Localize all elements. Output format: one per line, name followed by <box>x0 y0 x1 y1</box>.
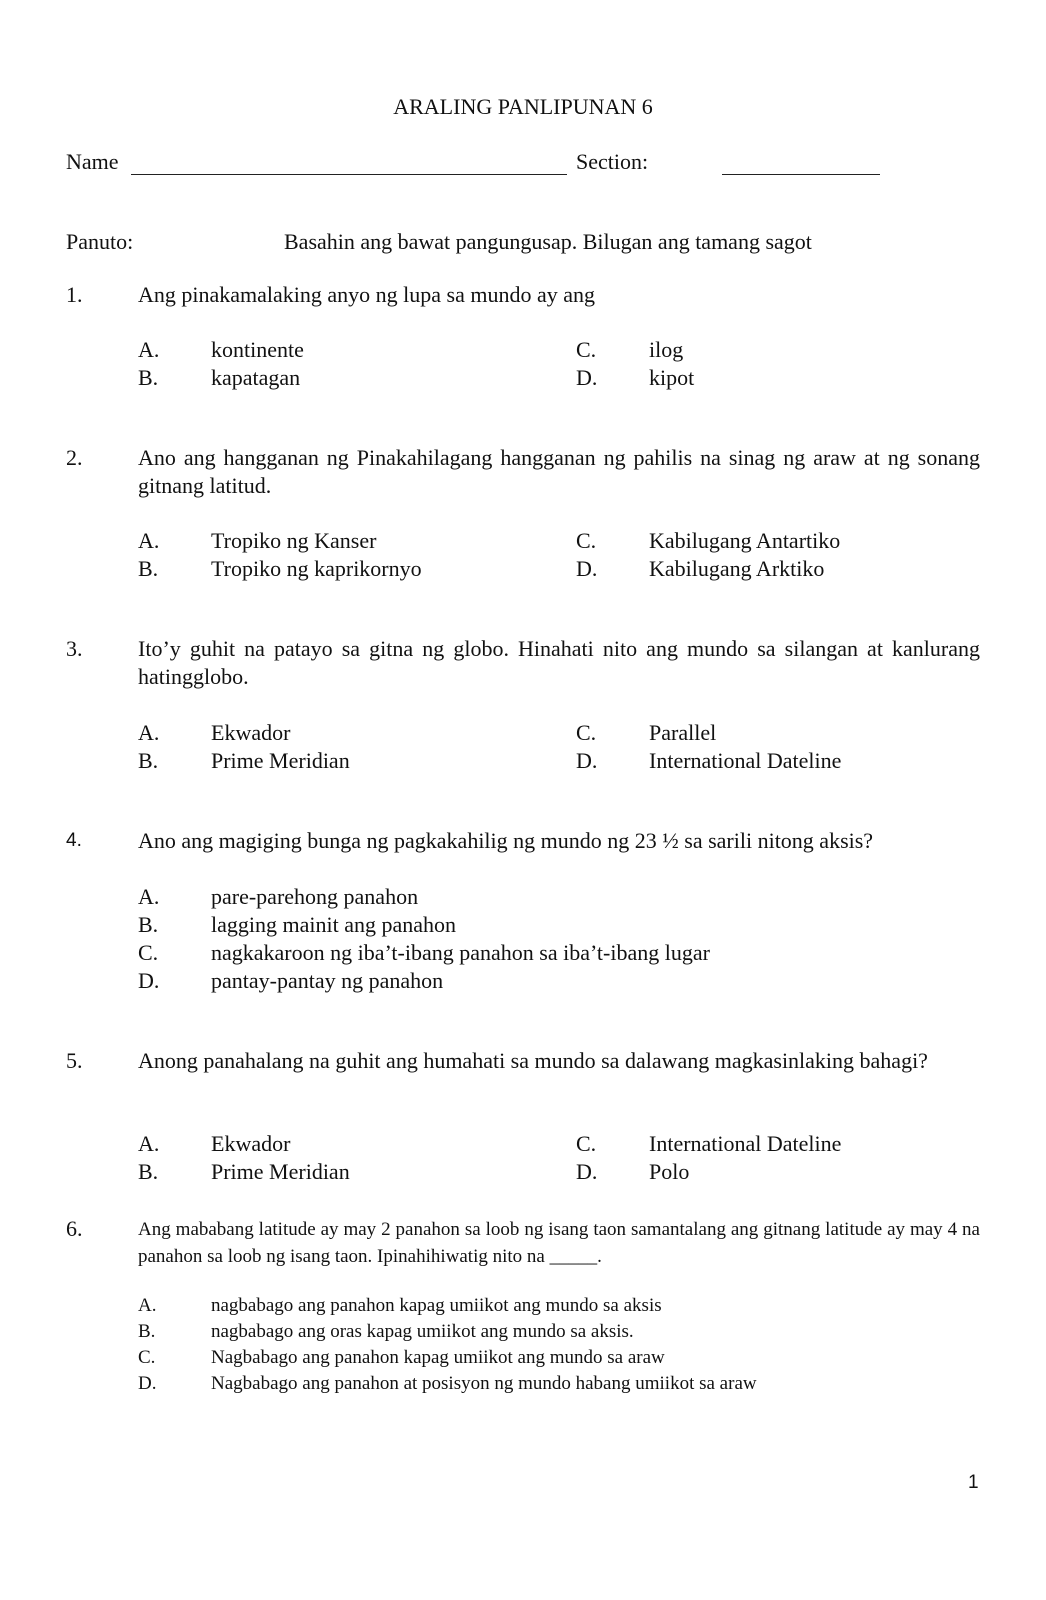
option-letter[interactable]: B. <box>138 1159 159 1184</box>
question-number: 2. <box>66 445 83 470</box>
question-number: 3. <box>66 636 83 661</box>
option-text[interactable]: Prime Meridian <box>211 748 350 773</box>
option-text[interactable]: nagkakaroon ng iba’t-ibang panahon sa iba’t-ibang lugar <box>211 940 710 965</box>
option-text[interactable]: nagbabago ang oras kapag umiikot ang mundo sa aksis. <box>211 1321 634 1342</box>
option-letter[interactable]: D. <box>576 1159 598 1184</box>
option-letter[interactable]: A. <box>138 884 160 909</box>
option-text[interactable]: Ekwador <box>211 1131 291 1156</box>
option-letter[interactable]: C. <box>138 1347 156 1368</box>
page-title: ARALING PANLIPUNAN 6 <box>393 94 653 119</box>
instructions-text: Basahin ang bawat pangungusap. Bilugan ang tamang sagot <box>284 229 812 254</box>
option-letter[interactable]: D. <box>576 556 598 581</box>
section-label: Section: <box>576 149 649 174</box>
section-field[interactable] <box>722 174 880 175</box>
option-letter[interactable]: A. <box>138 337 160 362</box>
option-letter[interactable]: D. <box>576 365 598 390</box>
option-letter[interactable]: B. <box>138 1321 156 1342</box>
option-text[interactable]: ilog <box>649 337 684 362</box>
option-text[interactable]: Nagbabago ang panahon at posisyon ng mundo habang umiikot sa araw <box>211 1373 757 1394</box>
question-text: Ang mababang latitude ay may 2 panahon sa loob ng isang taon samantalang ang gitnang latitude ay may 4 na panahon sa loob ng isang taon. Ipinahihiwatig nito na _____. <box>138 1219 980 1267</box>
option-text[interactable]: Parallel <box>649 720 717 745</box>
option-letter[interactable]: C. <box>576 528 597 553</box>
option-text[interactable]: pare-parehong panahon <box>211 884 419 909</box>
page-number: 1 <box>968 1472 979 1493</box>
option-letter[interactable]: C. <box>576 720 597 745</box>
option-letter[interactable]: B. <box>138 365 159 390</box>
option-text[interactable]: nagbabago ang panahon kapag umiikot ang mundo sa aksis <box>211 1295 662 1316</box>
option-text[interactable]: pantay-pantay ng panahon <box>211 968 444 993</box>
option-letter[interactable]: D. <box>138 1373 157 1394</box>
option-letter[interactable]: A. <box>138 1131 160 1156</box>
option-text[interactable]: Tropiko ng Kanser <box>211 528 377 553</box>
instructions-label: Panuto: <box>66 229 134 254</box>
option-text[interactable]: Kabilugang Antartiko <box>649 528 841 553</box>
option-text[interactable]: kipot <box>649 365 695 390</box>
question-number: 1. <box>66 282 83 307</box>
option-text[interactable]: kontinente <box>211 337 304 362</box>
name-label: Name <box>66 149 119 174</box>
option-letter[interactable]: D. <box>138 968 160 993</box>
question-text: Ano ang hangganan ng Pinakahilagang hangganan ng pahilis na sinag ng araw at ng sonang gitnang latitud. <box>138 445 980 498</box>
question-text: Ang pinakamalaking anyo ng lupa sa mundo ay ang <box>138 282 596 307</box>
option-letter[interactable]: A. <box>138 720 160 745</box>
option-text[interactable]: lagging mainit ang panahon <box>211 912 456 937</box>
question-number: 5. <box>66 1048 83 1073</box>
option-letter[interactable]: C. <box>576 1131 597 1156</box>
option-text[interactable]: International Dateline <box>649 1131 842 1156</box>
option-letter[interactable]: A. <box>138 528 160 553</box>
option-letter[interactable]: C. <box>138 940 159 965</box>
option-text[interactable]: Nagbabago ang panahon kapag umiikot ang mundo sa araw <box>211 1347 665 1368</box>
question-text: Ito’y guhit na patayo sa gitna ng globo. Hinahati nito ang mundo sa silangan at kanlurang hatingglobo. <box>138 636 980 689</box>
question-number: 6. <box>66 1216 83 1241</box>
option-letter[interactable]: C. <box>576 337 597 362</box>
option-letter[interactable]: A. <box>138 1295 157 1316</box>
option-text[interactable]: Kabilugang Arktiko <box>649 556 825 581</box>
question-text: Anong panahalang na guhit ang humahati sa mundo sa dalawang magkasinlaking bahagi? <box>138 1048 928 1073</box>
option-letter[interactable]: B. <box>138 912 159 937</box>
name-field[interactable] <box>131 174 567 175</box>
option-text[interactable]: kapatagan <box>211 365 301 390</box>
question-text: Ano ang magiging bunga ng pagkakahilig ng mundo ng 23 ½ sa sarili nitong aksis? <box>138 828 874 853</box>
option-text[interactable]: Ekwador <box>211 720 291 745</box>
option-letter[interactable]: B. <box>138 556 159 581</box>
question-number: 4. <box>66 830 82 851</box>
option-text[interactable]: Polo <box>649 1159 690 1184</box>
option-letter[interactable]: B. <box>138 748 159 773</box>
option-letter[interactable]: D. <box>576 748 598 773</box>
option-text[interactable]: International Dateline <box>649 748 842 773</box>
option-text[interactable]: Prime Meridian <box>211 1159 350 1184</box>
option-text[interactable]: Tropiko ng kaprikornyo <box>211 556 422 581</box>
